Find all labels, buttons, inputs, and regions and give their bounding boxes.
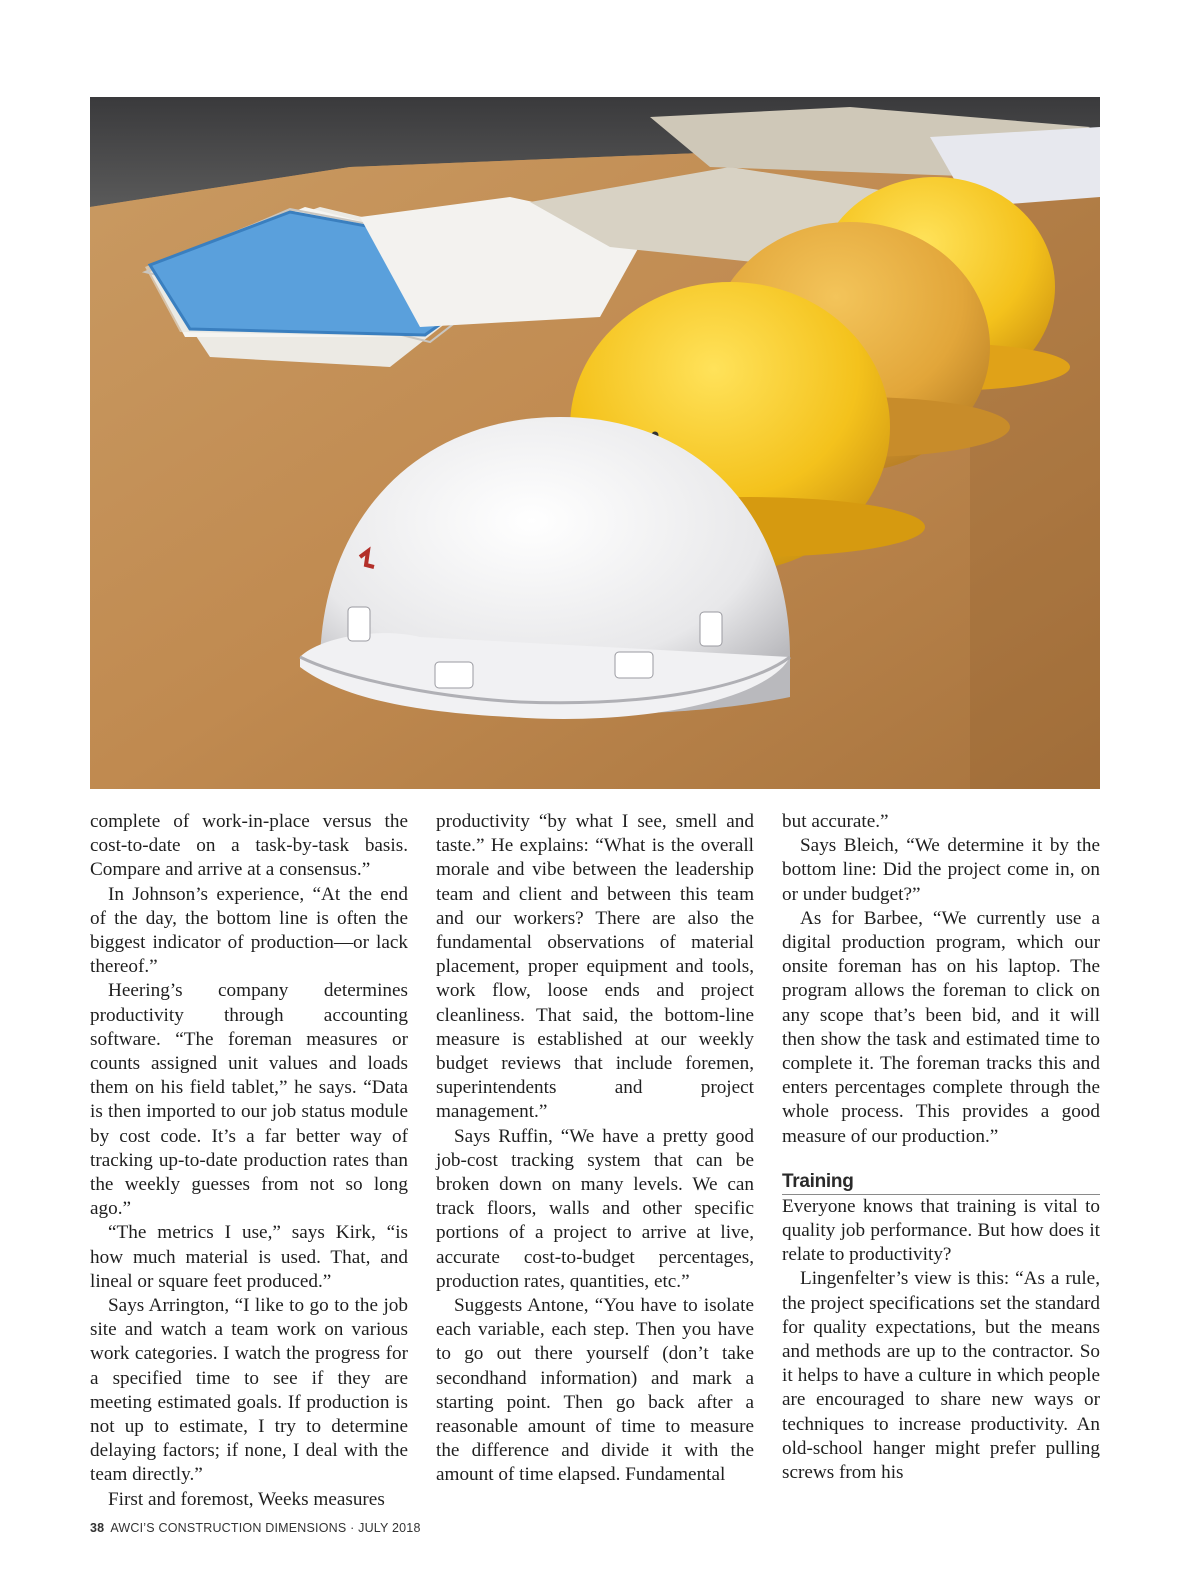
paragraph: In Johnson’s experience, “At the end of the day, the bottom line is often the biggest indicator of production—or lack thereof.” <box>90 883 408 978</box>
paragraph: “The metrics I use,” says Kirk, “is how much material is used. That, and lineal or square feet produced.” <box>90 1222 408 1292</box>
paragraph: productivity “by what I see, smell and taste.” He explains: “What is the overall morale and vibe between the leadership team and client and between this team and our workers? There are also the fundamental observations of material placement, proper equipment and tools, work flow, loose ends and project cleanliness. That said, the bottom-line measure is established at our weekly budget reviews that include foremen, superintendents and project management.” <box>436 811 754 1123</box>
article-column-1 <box>90 810 408 1512</box>
paragraph: complete of work-in-place versus the cost-to-date on a task-by-task basis. Compare and arrive at a consensus.” <box>90 811 408 881</box>
paragraph: but accurate.” <box>782 811 889 832</box>
paragraph: Heering’s company determines productivity through accounting software. “The foreman measures or counts assigned unit values and loads them on his field tablet,” he says. “Data is then imported to our job status module by cost code. It’s a far better way of tracking up-to-date production rates than the weekly guesses from not so long ago.” <box>90 980 408 1220</box>
page-footer <box>90 1521 421 1535</box>
paragraph: Says Arrington, “I like to go to the job site and watch a team work on various work categories. I watch the progress for a specified time to see if they are meeting estimated goals. If production is not up to estimate, I try to determine delaying factors; if none, I deal with the team directly.” <box>90 1295 408 1486</box>
paragraph: Lingenfelter’s view is this: “As a rule, the project specifications set the standard for quality expectations, but the means and methods are up to the contractor. So it helps to have a culture in which people are encouraged to share new ways or techniques to increase productivity. An old-school hanger might prefer pulling screws from his <box>782 1268 1100 1484</box>
page-number: 38 <box>90 1521 105 1535</box>
hard-hats-photo <box>90 97 1100 789</box>
hard-hats-illustration <box>90 97 1100 789</box>
publication-line: AWCI’S CONSTRUCTION DIMENSIONS · JULY 2018 <box>110 1521 421 1535</box>
paragraph: Suggests Antone, “You have to isolate each variable, each step. Then you have to go out there yourself (don’t take secondhand information) and mark a starting point. Then go back after a reasonable amount of time to measure the difference and divide it with the amount of time elapsed. Fundamental <box>436 1295 754 1486</box>
paragraph: First and foremost, Weeks measures <box>108 1488 385 1510</box>
article-column-2 <box>436 810 754 1488</box>
paragraph: Says Ruffin, “We have a pretty good job-cost tracking system that can be broken down on many levels. We can track floors, walls and other specific portions of a project to arrive at live, accurate cost-to-budget percentages, production rates, quantities, etc.” <box>436 1125 754 1292</box>
paragraph: Says Bleich, “We determine it by the bottom line: Did the project come in, on or under budget?” <box>782 835 1100 905</box>
paragraph: Everyone knows that training is vital to quality job performance. But how does it relate to productivity? <box>782 1195 1100 1266</box>
section-subhead: Training <box>782 1171 1100 1195</box>
paragraph: As for Barbee, “We currently use a digital production program, which our onsite foreman has on his laptop. The program allows the foreman to click on any scope that’s been bid, and it will then show the task and estimated time to complete it. The foreman tracks this and enters percentages complete through the whole process. This provides a good measure of our production.” <box>782 907 1100 1147</box>
article-column-3 <box>782 810 1100 1485</box>
